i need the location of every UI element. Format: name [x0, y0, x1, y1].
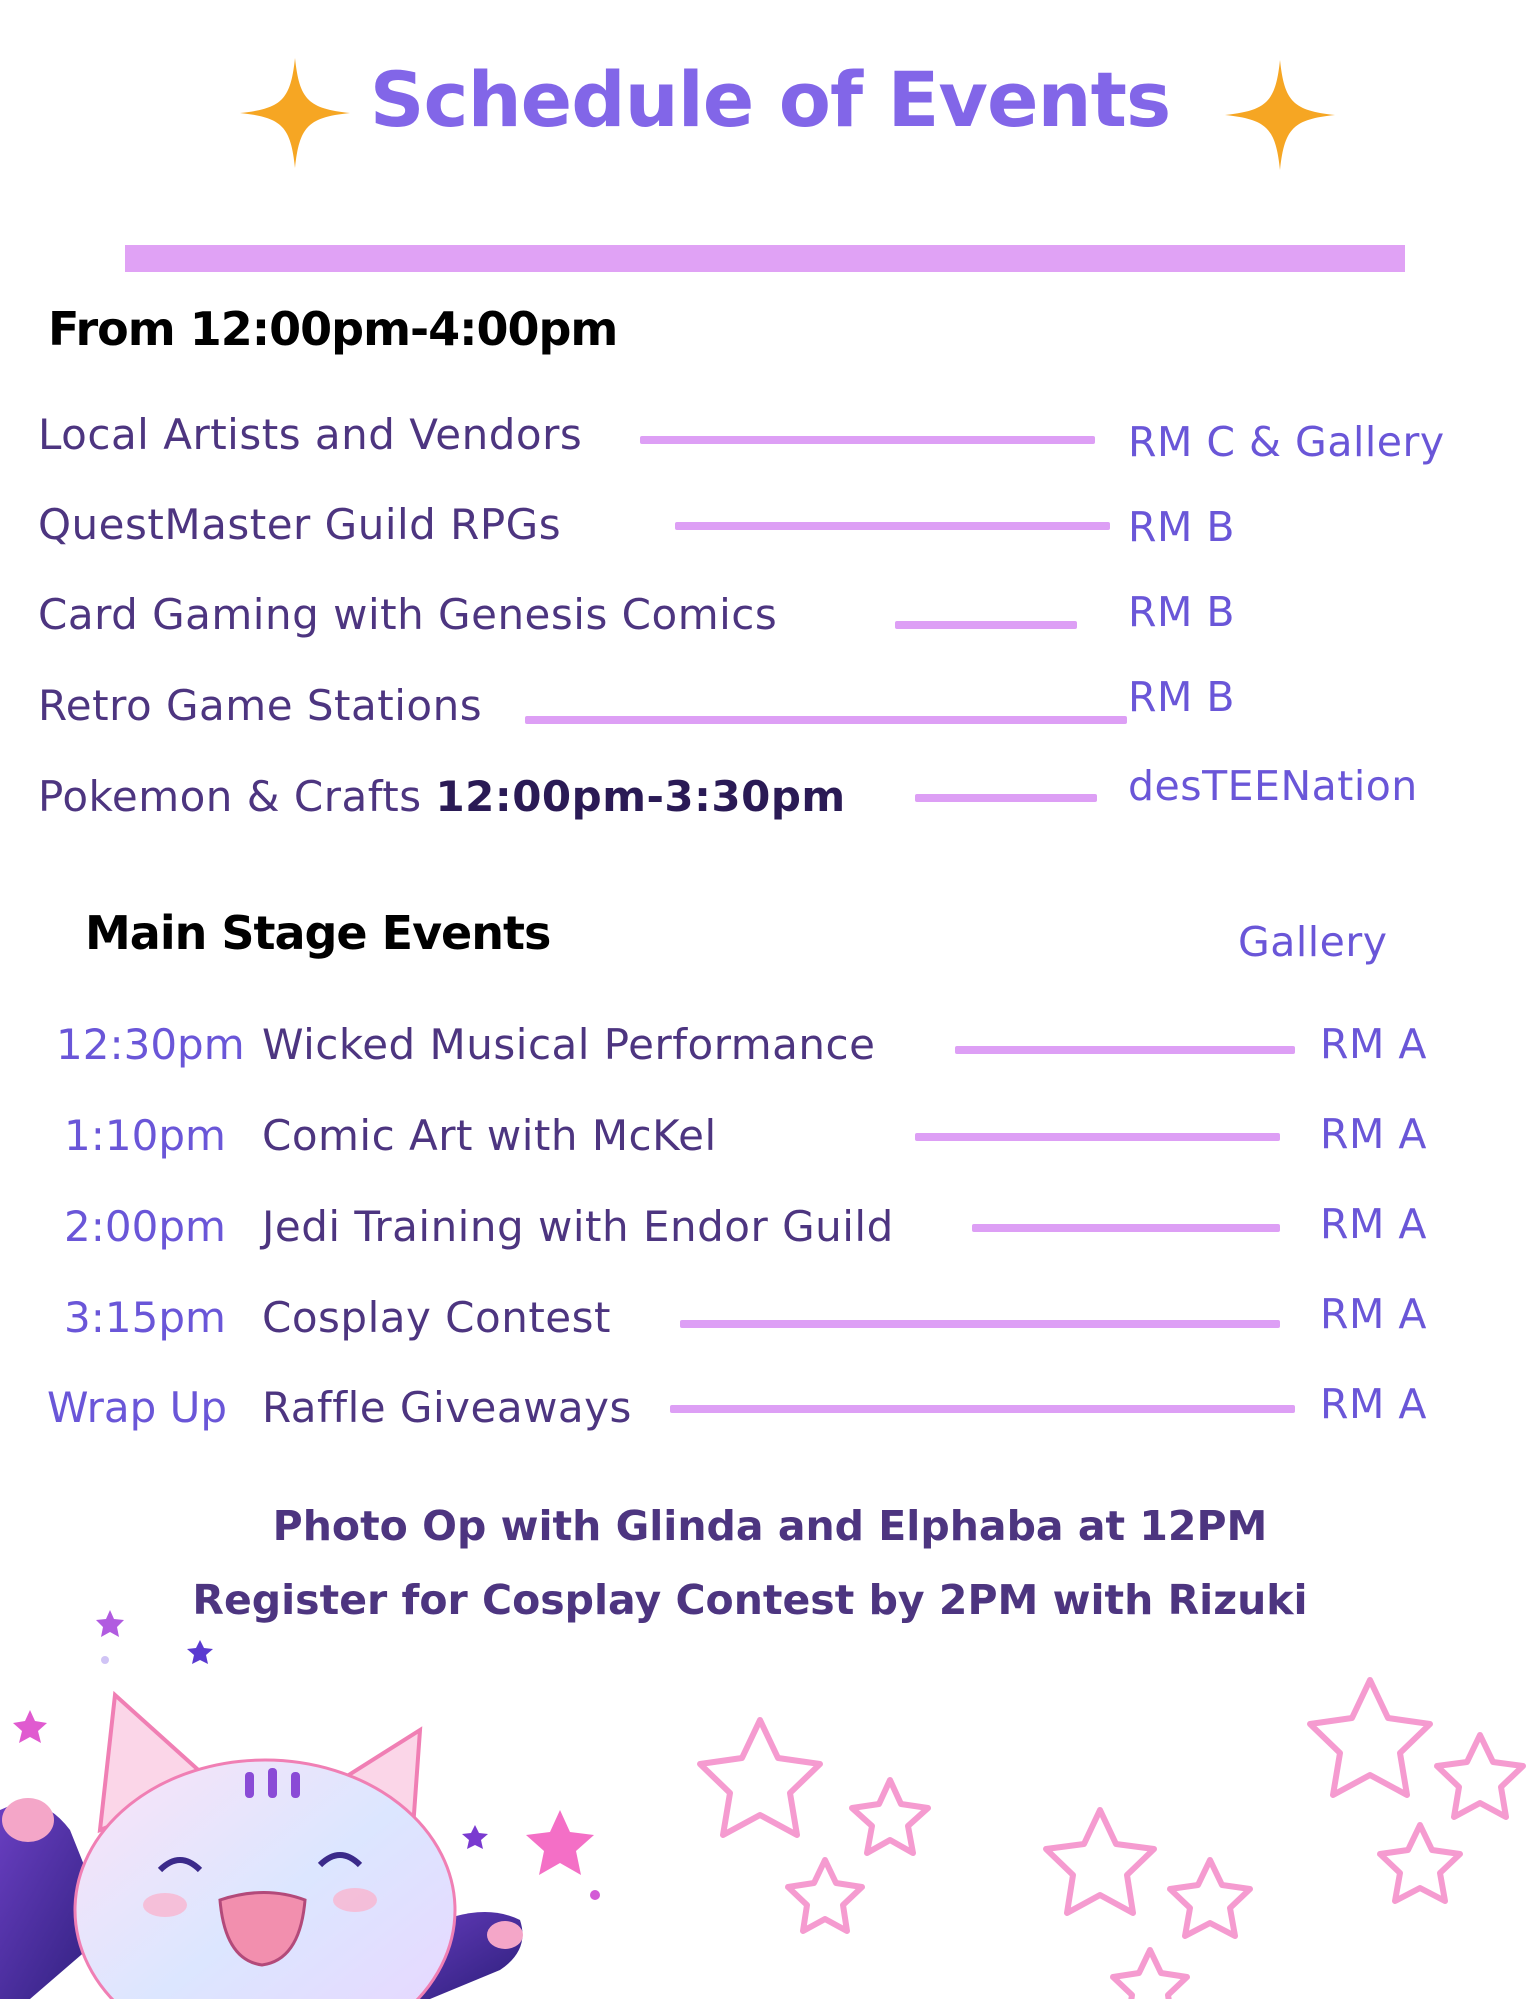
event-label: Comic Art with McKel: [262, 1111, 717, 1160]
connector-line: [915, 1133, 1280, 1141]
event-label: Retro Game Stations: [38, 681, 483, 730]
gallery-label: Gallery: [1238, 918, 1388, 966]
photo-op-note: Photo Op with Glinda and Elphaba at 12PM: [272, 1502, 1268, 1550]
pink-stars-decoration: [700, 1660, 1540, 1999]
event-room: RM B: [1128, 503, 1236, 551]
event-room: RM B: [1128, 673, 1236, 721]
event-room: RM A: [1320, 1380, 1427, 1428]
event-label: Wicked Musical Performance: [262, 1020, 876, 1069]
event-time: 12:00pm-3:30pm: [435, 772, 846, 821]
event-label: QuestMaster Guild RPGs: [38, 500, 562, 549]
title-divider: [125, 245, 1405, 272]
event-room: RM A: [1320, 1290, 1427, 1338]
event-label: Cosplay Contest: [262, 1293, 611, 1342]
event-label: Raffle Giveaways: [262, 1383, 632, 1432]
sparkle-icon-right: [1225, 60, 1335, 170]
event-room: desTEENation: [1128, 762, 1418, 810]
event-room: RM A: [1320, 1110, 1427, 1158]
connector-line: [640, 436, 1095, 444]
register-note: Register for Cosplay Contest by 2PM with Rizuki: [192, 1576, 1308, 1624]
connector-line: [972, 1224, 1280, 1232]
page-title: Schedule of Events: [369, 55, 1171, 144]
event-label: [38, 772, 846, 821]
event-room: RM A: [1320, 1200, 1427, 1248]
event-time: 3:15pm: [64, 1293, 226, 1342]
cat-illustration: [0, 1600, 620, 1999]
event-label: Local Artists and Vendors: [38, 410, 583, 459]
connector-line: [955, 1046, 1295, 1054]
event-label-text: Pokemon & Crafts: [38, 772, 436, 821]
event-room: RM B: [1128, 588, 1236, 636]
section-heading-afternoon: From 12:00pm-4:00pm: [48, 302, 618, 356]
connector-line: [915, 794, 1097, 802]
event-time: 2:00pm: [64, 1202, 226, 1251]
event-time: 12:30pm: [56, 1020, 245, 1069]
connector-line: [670, 1405, 1295, 1413]
connector-line: [895, 621, 1077, 629]
sparkle-icon-left: [240, 58, 350, 168]
event-room: RM C & Gallery: [1128, 418, 1445, 466]
section-heading-main-stage: Main Stage Events: [85, 906, 551, 960]
connector-line: [525, 716, 1127, 724]
event-time: Wrap Up: [47, 1383, 228, 1432]
event-label: Jedi Training with Endor Guild: [262, 1202, 894, 1251]
event-label: Card Gaming with Genesis Comics: [38, 590, 778, 639]
event-time: 1:10pm: [64, 1111, 226, 1160]
connector-line: [680, 1320, 1280, 1328]
event-room: RM A: [1320, 1020, 1427, 1068]
connector-line: [675, 522, 1110, 530]
